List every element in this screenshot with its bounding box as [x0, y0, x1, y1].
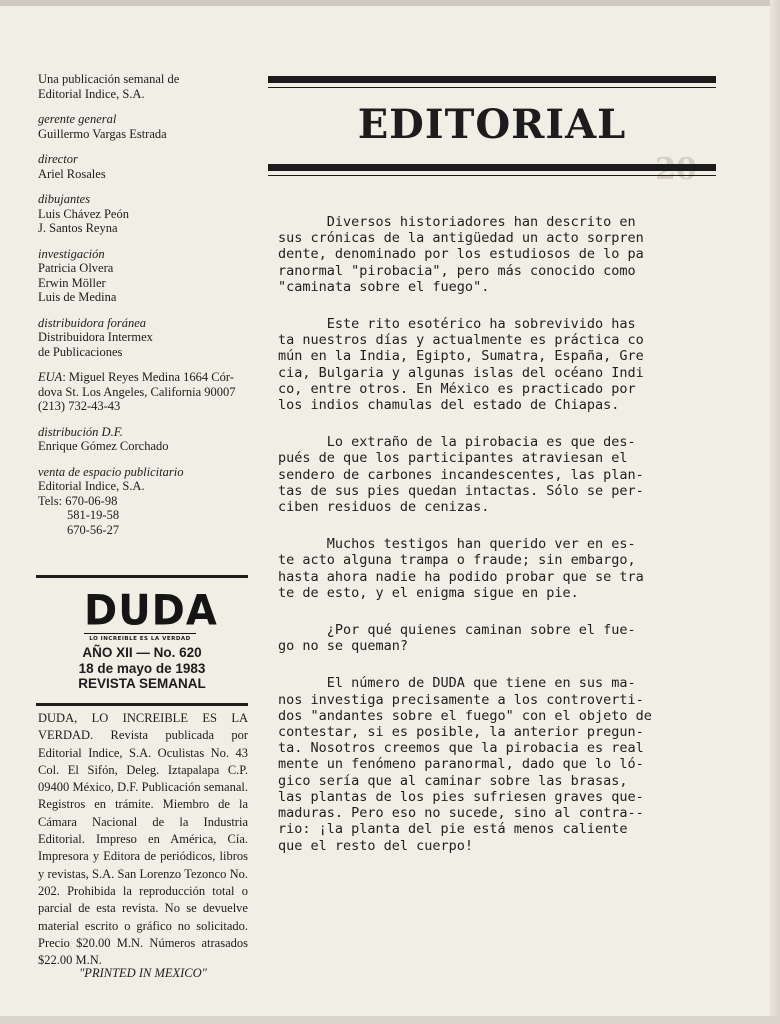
issue-divider	[36, 703, 248, 706]
masthead-divider	[36, 575, 248, 578]
printed-in-mexico: "PRINTED IN MEXICO"	[79, 966, 207, 980]
editorial-paragraph: ¿Por qué quienes caminan sobre el fue- go no se queman?	[278, 622, 636, 655]
eua-address-line: dova St. Los Angeles, California 90007	[38, 384, 236, 399]
legal-notice: DUDA, LO INCREIBLE ES LA VERDAD. Revista publicada por Editorial Indice, S.A. Oculistas No. 43 Col. El Sifón, Deleg. Iztapalapa C.P. 09400 México, D.F. Publicación semanal. Registros en trámite. Miembro de la Cámara Nacional de la Industria Editorial. Impreso en América, Cía. Impresora y Editora de periódicos, libros y revistas, S.A. San Lorenzo Tezonco No. 202. Prohibida la reproducción total o parcial de esta revista. No se devuelve material escrito o gráfico no solicitado. Precio $20.00 M.N. Números atrasados $22.00 M.N.	[38, 711, 248, 968]
page-spine	[770, 0, 780, 1024]
eua-phone: (213) 732-43-43	[38, 399, 121, 413]
credit-ad-sales	[38, 465, 252, 538]
credit-name: Luis Chávez Peón	[38, 206, 129, 221]
credit-role: distribución D.F.	[38, 424, 123, 439]
title-bar-top	[268, 76, 716, 83]
credit-usa-distribution	[38, 370, 252, 414]
issue-frequency: REVISTA SEMANAL	[78, 676, 206, 691]
issue-date: 18 de mayo de 1983	[78, 660, 206, 676]
credit-name: Erwin Möller	[38, 275, 106, 290]
editorial-paragraph: Muchos testigos han querido ver en es- te acto alguna trampa o fraude; sin embargo, hasta ahora nadie ha podido probar que se tra te de esto, y el enigma sigue en pie.	[278, 536, 644, 601]
credit-role: director	[38, 152, 78, 166]
title-hairline-top	[268, 87, 716, 88]
page-bottom-edge	[0, 1016, 780, 1024]
credit-role: investigación	[38, 246, 105, 261]
phone-number: 581-19-58	[67, 508, 120, 522]
credit-role: gerente general	[38, 112, 117, 126]
editorial-paragraph: Este rito esotérico ha sobrevivido has ta nuestros días y actualmente es práctica co mún en la India, Egipto, Sumatra, España, Gre cia, Bulgaria y algunas islas del océano Indi co, entre otros. En México es practicado por los indios chamulas del estado de Chiapas.	[278, 316, 644, 414]
eua-address-line: : Miguel Reyes Medina 1664 Cór-	[62, 370, 234, 384]
phone-number: 670-56-27	[67, 522, 120, 537]
credit-director	[38, 152, 252, 181]
logo-word: DUDA	[84, 586, 218, 636]
editorial-paragraph: Diversos historiadores han descrito en sus crónicas de la antigüedad un acto sorpren dente, denominado por los estudiosos de lo pa ranormal "pirobacia", pero más conocido como "caminata sobre el fuego".	[278, 214, 644, 295]
credit-research	[38, 247, 252, 305]
editorial-paragraph: El número de DUDA que tiene en sus ma- nos investiga precisamente a los controverti- dos "andantes sobre el fuego" con el objeto de contestar, si es posible, la anterior pregun- ta. Nosotros creemos que la pirobacia es real mente un fenómeno paranormal, dado que lo ló- gico sería que al caminar sobre las brasas, las plantas de los pies sufriesen graves que- maduras. Pero eso no sucede, sino al contra-- rio: ¡la planta del pie está menos caliente que el resto del cuerpo!	[278, 675, 652, 854]
issue-number: AÑO XII — No. 620	[82, 645, 202, 660]
editorial-body	[278, 214, 714, 875]
publisher-line: Editorial Indice, S.A.	[38, 86, 145, 101]
credit-name: Guillermo Vargas Estrada	[38, 126, 167, 141]
credit-general-manager	[38, 112, 252, 141]
duda-logo	[84, 586, 218, 642]
issue-info	[36, 645, 248, 692]
credit-df-distribution	[38, 425, 252, 454]
credit-foreign-distribution	[38, 316, 252, 360]
credit-name: de Publicaciones	[38, 344, 123, 359]
credit-illustrators	[38, 192, 252, 236]
title-bar-bottom	[268, 164, 716, 171]
page-top-edge	[0, 0, 780, 6]
eua-label: EUA	[38, 370, 63, 384]
credit-role: distribuidora foránea	[38, 315, 146, 330]
credit-name: Luis de Medina	[38, 290, 117, 304]
masthead	[38, 72, 252, 548]
publisher-block	[38, 72, 252, 101]
logo-tagline: LO INCREIBLE ES LA VERDAD	[84, 633, 196, 642]
phone-number: Tels: 670-06-98	[38, 493, 118, 508]
credit-name: Editorial Indice, S.A.	[38, 479, 145, 493]
credit-name: Distribuidora Intermex	[38, 330, 153, 344]
credit-name: Enrique Gómez Corchado	[38, 439, 169, 453]
credit-name: J. Santos Reyna	[38, 221, 118, 235]
credit-role: venta de espacio publicitario	[38, 464, 184, 479]
title-hairline-bottom	[268, 175, 716, 176]
editorial-title: EDITORIAL	[357, 101, 627, 148]
credit-role: dibujantes	[38, 192, 91, 206]
credit-name: Patricia Olvera	[38, 261, 114, 275]
editorial-paragraph: Lo extraño de la pirobacia es que des- pués de que los participantes atraviesan el sendero de carbones incandescentes, las plan- tas de sus pies quedan intactas. Sólo se per- ciben residuos de cenizas.	[278, 434, 644, 516]
phone-list	[38, 494, 252, 538]
credit-name: Ariel Rosales	[38, 166, 106, 181]
publisher-line: Una publicación semanal de	[38, 72, 180, 86]
